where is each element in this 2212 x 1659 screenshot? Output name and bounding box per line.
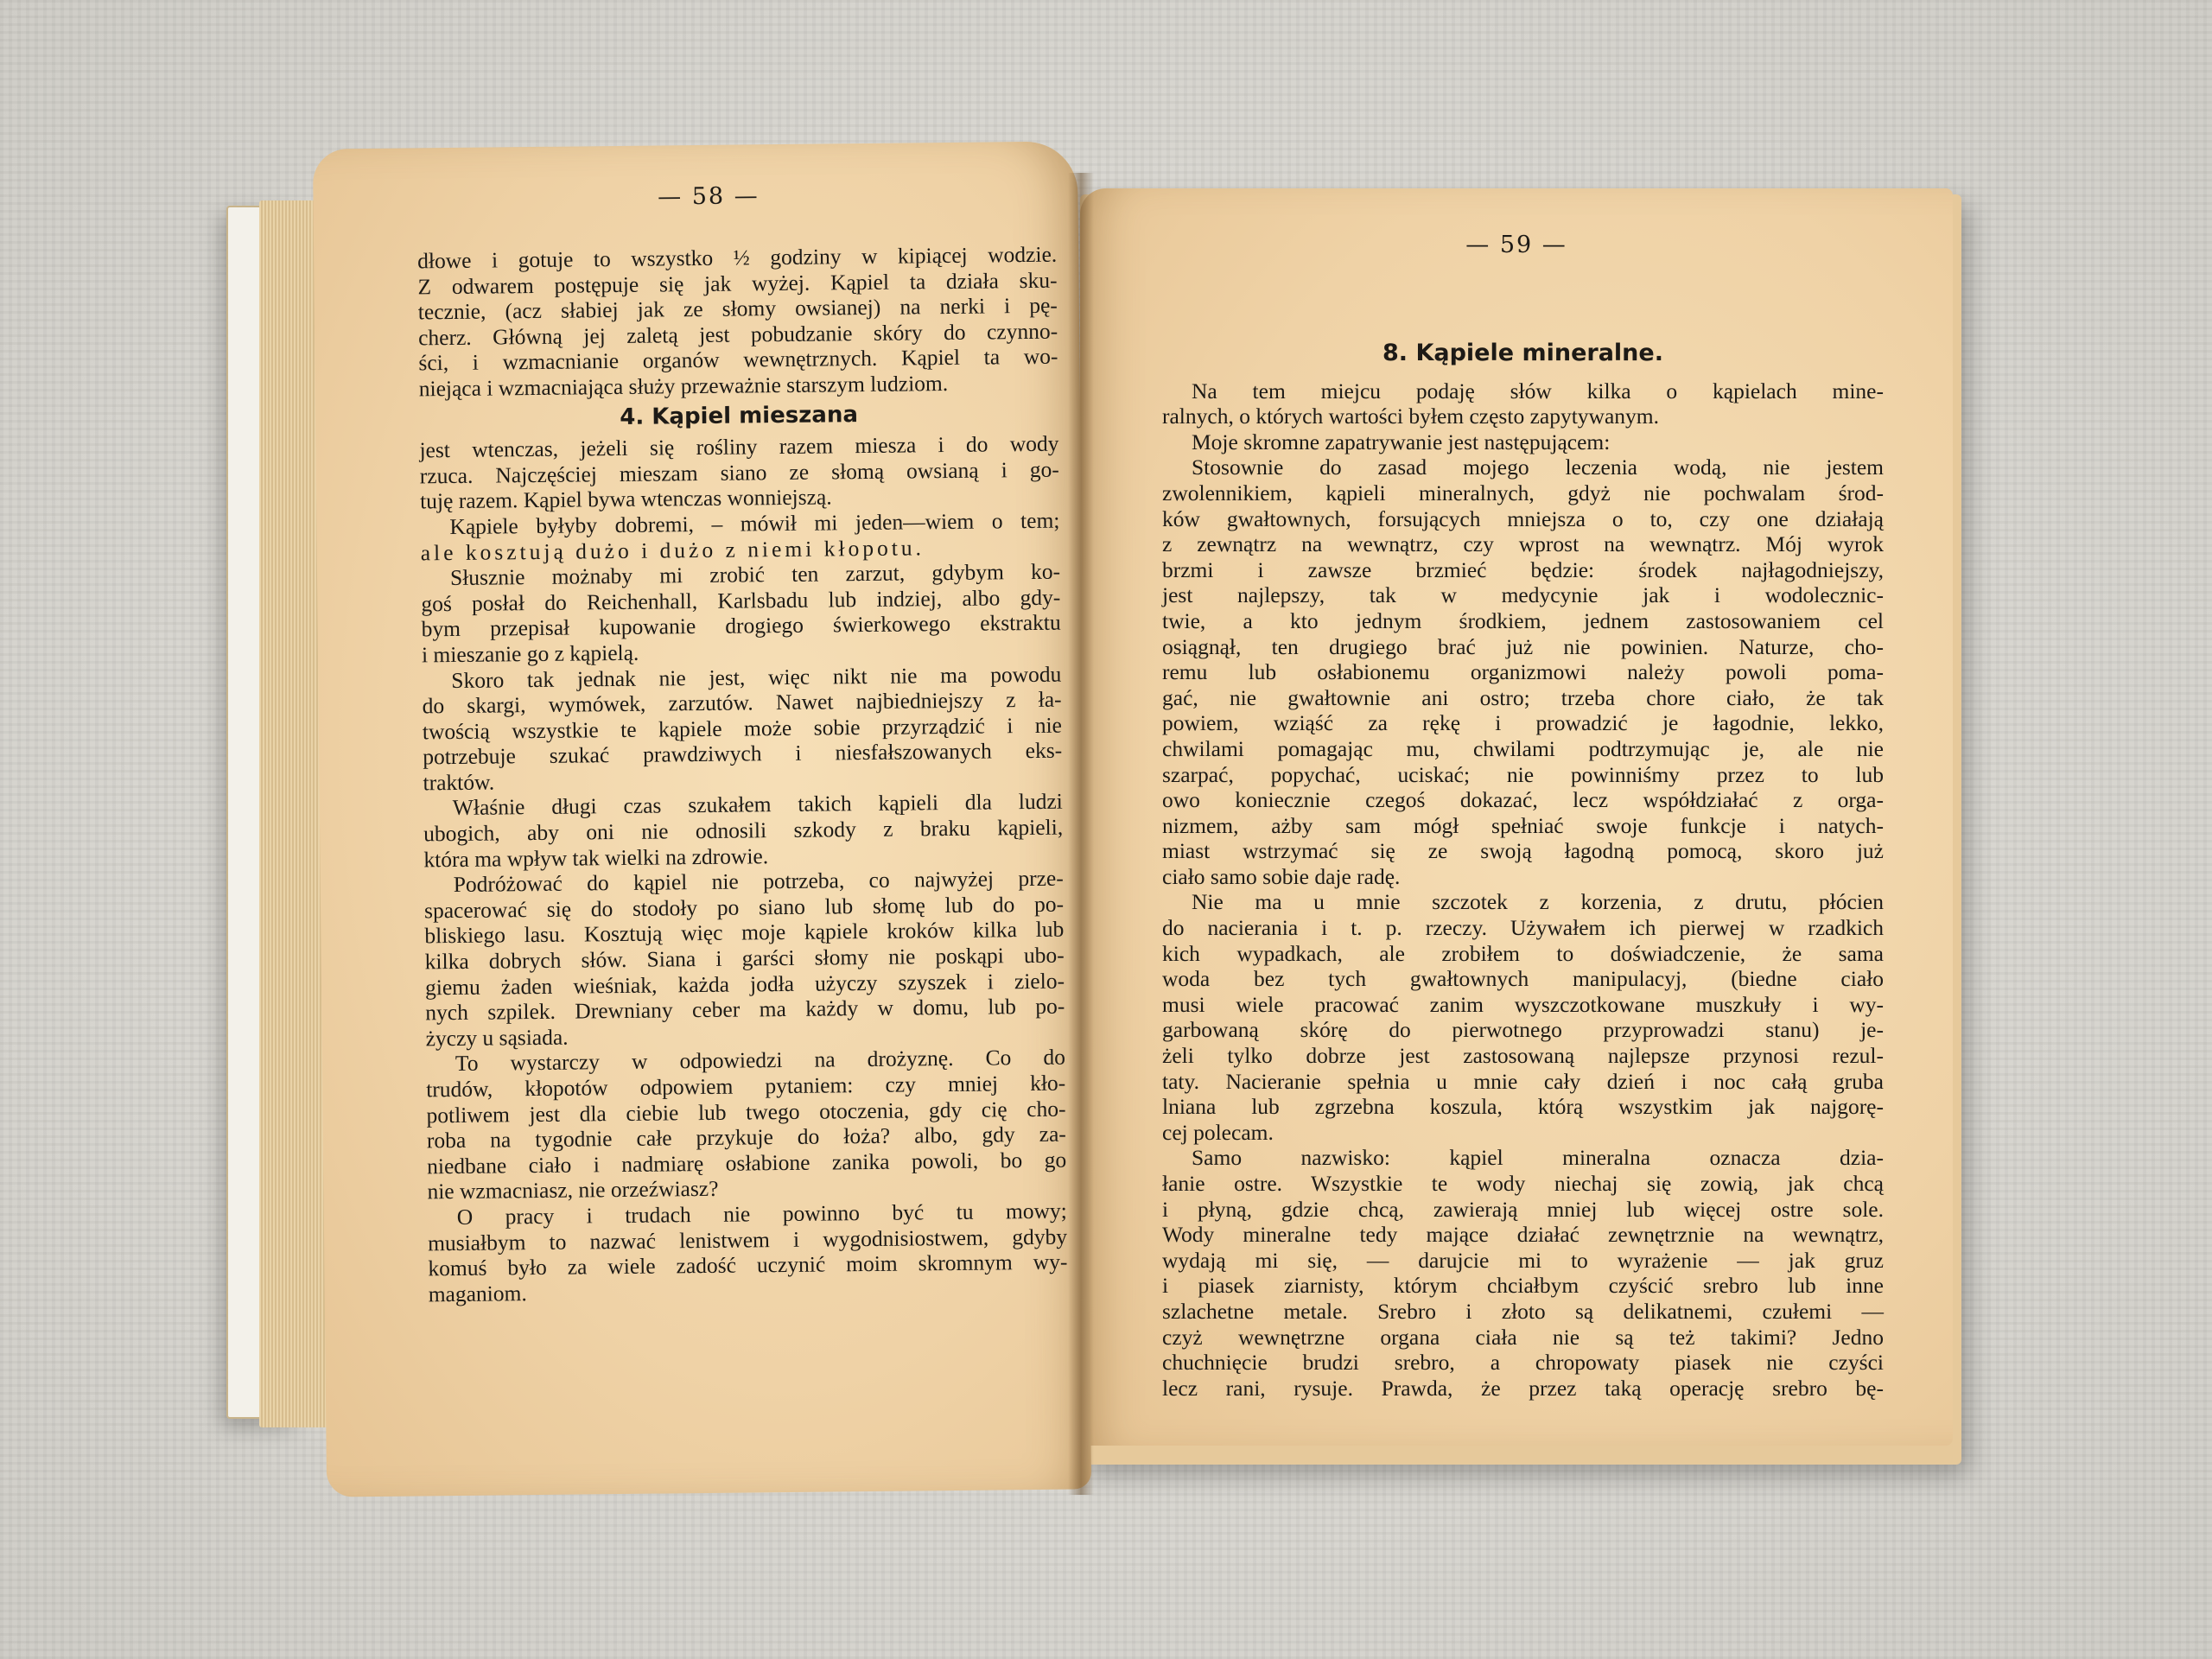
text-line: cherz. Główną jej zaletą jest pobudzanie skóry do czynno- [417,318,1058,351]
text-line: Stosownie do zasad mojego leczenia wodą, nie jestem [1192,454,1884,480]
text-line: gać, nie gwałtownie ani ostro; trzeba chore ciało, że tak [1162,684,1884,710]
section-heading: 8. Kąpiele mineralne. [1382,340,1663,366]
text-line: musiałbym to nazwać lenistwem i wygodnisiostwem, gdyby [427,1224,1068,1255]
text-line: z zewnątrz na wewnątrz, czy wprost na wewnątrz. Mój wyrok [1162,531,1884,557]
text-line: i mieszanie go z kąpielą. [421,639,639,668]
text-line: osiągnął, ten drugiego brać już nie powinien. Naturze, cho- [1162,633,1884,659]
text-line: życzy u sąsiada. [425,1024,569,1052]
text-line: dłowe i gotuje to wszystko ½ godziny w kipiącej wodzie. [417,241,1058,274]
text-line: Nie ma u mnie szczotek z korzenia, z drutu, płócien [1192,889,1884,915]
text-line: komuś było za wiele zadość uczynić moim skromnym wy- [428,1249,1068,1281]
text-line: bym przepisał kupowanie drogiego świerkowego ekstraktu [421,609,1061,642]
text-line: ści, i wzmacnianie organów wewnętrznych. Kąpiel ta wo- [418,344,1058,376]
text-line: Słusznie możnaby mi zrobić ten zarzut, gdybym ko- [449,558,1061,591]
text-line: Z odwarem postępuje się jak wyżej. Kąpiel ta działa sku- [417,267,1058,300]
text-line: miast wstrzymać się ze swoją łagodną pomocą, skoro już [1162,838,1884,864]
text-line: niedbane ciało i nadmiarę osłabione zanika powoli, bo go [427,1147,1067,1179]
text-line: tuję razem. Kąpiel bywa wtenczas wonniejszą. [419,484,832,514]
text-line: traktów. [423,769,495,796]
text-line: zwolennikiem, kąpieli mineralnych, gdyż nie pochwalam środ- [1162,480,1884,505]
text-line: łanie ostre. Wszystkie te wody niechaj się zowią, jak chcą [1162,1171,1884,1196]
text-line: żeli tylko dobrze jest zastosowaną najlepsze przynosi rezul- [1162,1043,1884,1069]
right-page [1080,188,1953,1446]
book-gutter [1068,173,1094,1495]
section-heading: 4. Kąpiel mieszana [620,401,859,430]
text-line: lniana lub zgrzebna koszula, którą wszystkim jak najgorę- [1162,1094,1884,1120]
text-line: szlachetne metale. Srebro i złoto są delikatnemi, czułemi — [1162,1298,1884,1324]
text-line: Kąpiele byłyby dobremi, – mówił mi jeden—wiem o tem; [449,507,1060,539]
text-line: kich wypadkach, ale zrobiłem to doświadczenie, że sama [1162,940,1884,966]
text-line: i płyną, gdzie chcą, zawierają mniej lub więcej ostre sole. [1162,1196,1884,1222]
left-page-text [417,242,1068,1307]
text-line: rzuca. Najczęściej mieszam siano ze słomą owsianą i go- [419,456,1059,489]
text-line: woda bez tych gwałtownych manipulacyj, (biedne ciało [1162,966,1884,992]
text-line: ubogich, aby oni nie odnosili szkody z braku kąpieli, [423,814,1064,847]
text-line: maganiom. [428,1280,527,1307]
text-line: czyż wewnętrzne organa ciała nie są też takimi? Jedno [1162,1324,1884,1350]
text-line: taty. Nacieranie spełnia u mnie cały dzień i noc całą gruba [1162,1068,1884,1094]
text-line: szarpać, popychać, uciskać; nie powinniśmy przez to lub [1162,761,1884,787]
text-line: lecz rani, rysuje. Prawda, że przez taką operację srebro bę- [1162,1375,1884,1401]
text-line: owo koniecznie czegoś dokazać, lecz współdziałać z orga- [1162,787,1884,813]
text-line: chuchnięcie brudzi srebro, a chropowaty piasek nie czyści [1162,1350,1884,1376]
text-line: giemu żaden wieśniak, każda jodła użyczy szyszek i zielo- [424,968,1065,1000]
text-line: musi wiele pracować zanim wyszczotkowane muszkuły i wy- [1162,991,1884,1017]
text-line: która ma wpływ tak wielki na zdrowie. [423,842,769,873]
text-line: garbowaną skórę do pierwotnego przyprowadzi stanu) je- [1162,1017,1884,1043]
page-number-58: — 58 — [658,182,760,211]
text-line: Skoro tak jednak nie jest, więc nikt nie ma powodu [451,661,1062,693]
text-line: jest wtenczas, jeżeli się rośliny razem miesza i do wody [419,430,1059,463]
text-line: chwilami pomagając mu, chwilami podtrzymując je, ale nie [1162,735,1884,761]
text-line: goś posłał do Reichenhall, Karlsbadu lub indziej, albo gdy- [421,584,1061,617]
text-line: spacerować się do stodoły po siano lub słomę lub do po- [423,891,1065,924]
text-line: ale kosztują dużo i dużo z niemi kłopotu. [420,534,925,565]
text-line: trudów, kłopotów odpowiem pytaniem: czy mniej kło- [426,1070,1066,1103]
text-line: To wystarczy w odpowiedzi na drożyznę. Co do [454,1045,1066,1077]
text-line: Na tem miejcu podaję słów kilka o kąpielach mine- [1192,378,1884,404]
text-line: brzmi i zawsze brzmieć będzie: środek najłagodniejszy, [1162,556,1884,582]
text-line: powiem, wziąść za rękę i prowadzić je łagodnie, lekko, [1162,710,1884,736]
text-line: twością wszystkie te kąpiele może sobie przyrządzić i nie [422,712,1063,745]
text-line: do skargi, wymówek, zarzutów. Nawet najbiedniejszy z ła- [422,686,1062,719]
left-page [313,141,1091,1497]
text-line: kilka dobrych słów. Siana i garści słomy nie poskąpi ubo- [424,942,1065,975]
text-line: tecznie, (acz słabiej jak ze słomy owsianej) na nerki i pę- [417,292,1058,325]
text-line: ków gwałtownych, forsujących mniejsza o to, czy one działają [1162,505,1884,531]
text-line: jest najlepszy, tak w medycynie jak i wodolecznic- [1162,582,1884,608]
text-line: Wody mineralne tedy mające działać zewnętrznie na wewnątrz, [1162,1222,1884,1248]
text-line: i piasek ziarnisty, którym chciałbym czyścić srebro lub inne [1162,1273,1884,1299]
text-line: Podróżować do kąpiel nie potrzeba, co najwyżej prze- [453,865,1064,898]
text-line: ciało samo sobie daje radę. [1162,863,1401,889]
text-line: nie wzmacniasz, nie orzeźwiasz? [427,1176,719,1205]
text-line: do nacierania i t. p. rzeczy. Używałem ich pierwej w rzadkich [1162,915,1884,941]
text-line: potrzebuje szukać prawdziwych i niesfałszowanych eks- [423,737,1063,770]
text-line: cej polecam. [1162,1119,1274,1145]
text-line: remu lub osłabionemu organizmowi należy powoli poma- [1162,659,1884,685]
text-line: Właśnie długi czas szukałem takich kąpieli dla ludzi [452,789,1063,821]
text-line: ralnych, o których wartości byłem często zapytywanym. [1162,404,1659,429]
text-line: twie, a kto jednym środkiem, jednem zastosowaniem cel [1162,607,1884,633]
page-number-59: — 59 — [1465,232,1567,258]
text-line: nych szpilek. Drewniany ceber ma każdy w domu, lub po- [425,993,1065,1026]
text-line: niejąca i wzmacniająca służy przeważnie starszym ludziom. [418,370,949,402]
text-line: roba na tygodnie całe przykuje do łoża? albo, gdy za- [426,1121,1066,1154]
text-line: potliwem jest dla ciebie lub twego otoczenia, gdy cię cho- [426,1096,1066,1128]
text-line: Samo nazwisko: kąpiel mineralna oznacza dzia- [1192,1145,1884,1171]
text-line: O pracy i trudach nie powinno być tu mowy; [456,1198,1067,1230]
text-line: bliskiego lasu. Kosztują więc moje kąpiele kroków kilka lub [424,917,1065,949]
text-line: nizmem, ażby sam mógł spełniać swoje funkcje i natych- [1162,812,1884,838]
right-page-text [1162,340,1884,1401]
text-line: wydają mi się, — darujcie mi to wyrażenie — jak gruz [1162,1247,1884,1273]
text-line: Moje skromne zapatrywanie jest następującem: [1192,429,1611,454]
